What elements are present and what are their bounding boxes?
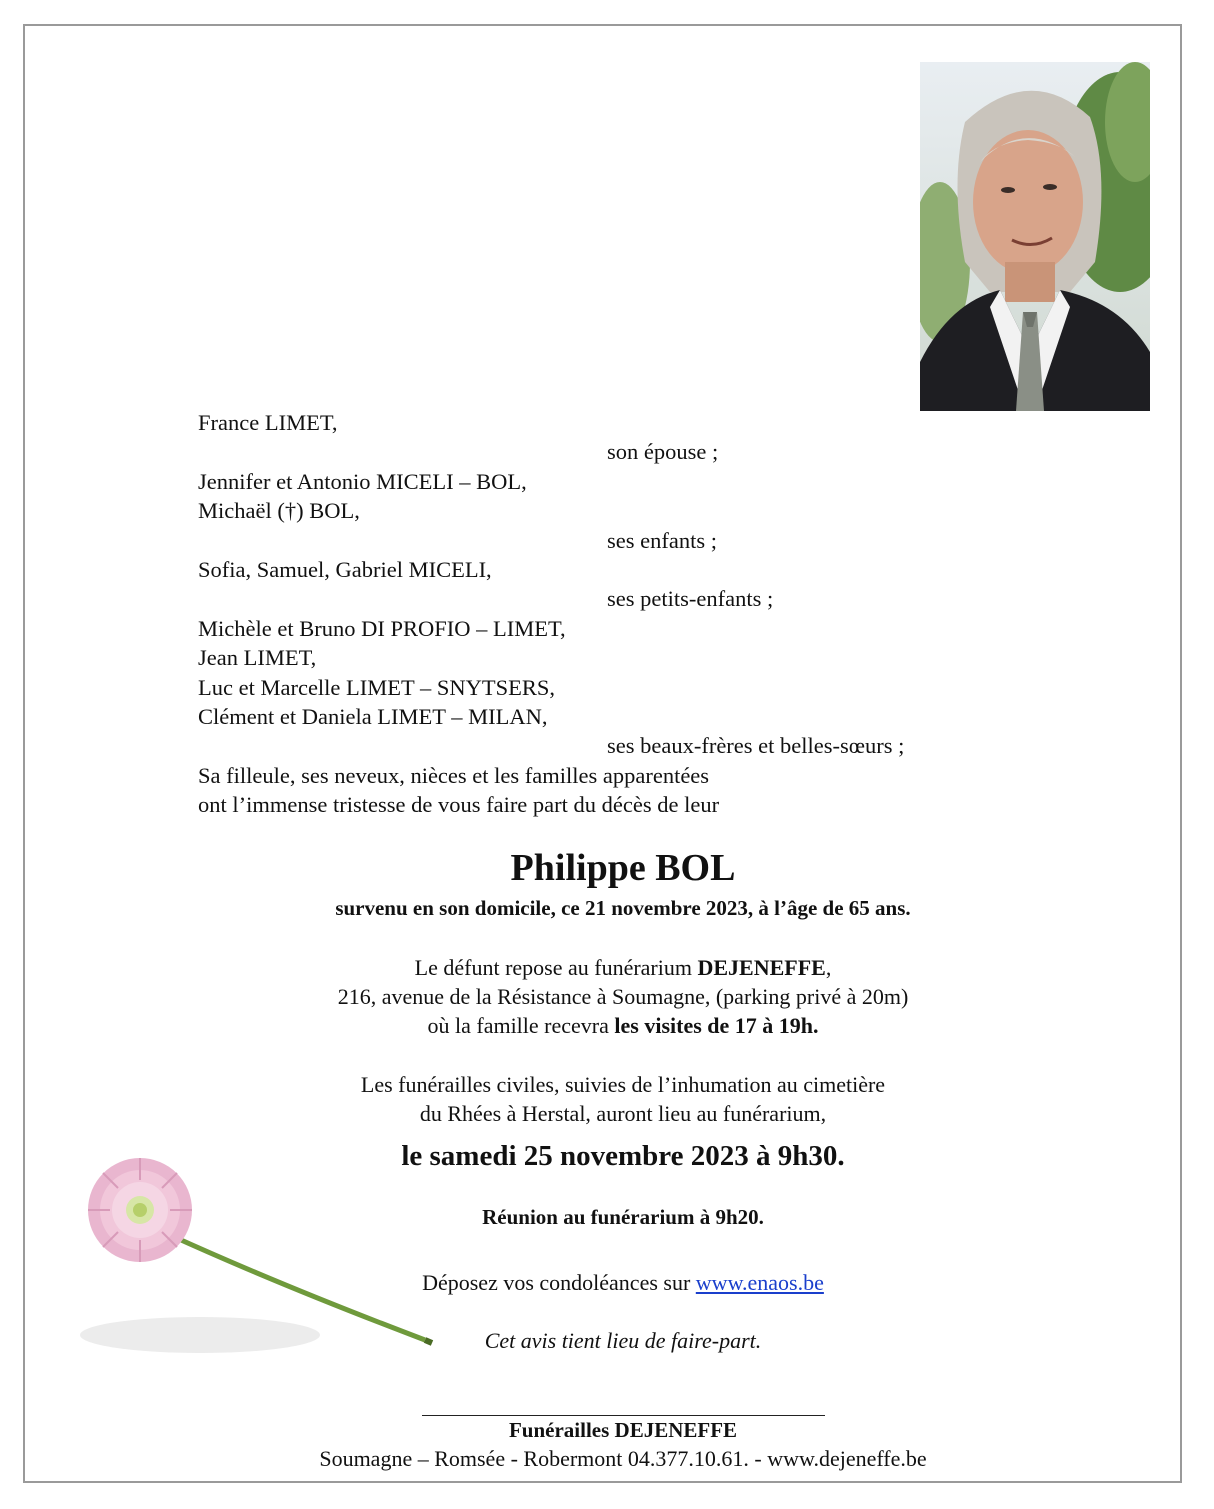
funerailles-paragraph [0,1070,1214,1128]
condolences-line: Déposez vos condoléances sur www.enaos.be [422,1270,824,1295]
funeral-home-name: Funérailles DEJENEFFE [508,1418,738,1442]
footer-divider [422,1415,825,1416]
funerarium-name: DEJENEFFE [697,955,826,980]
family-member-line: Michèle et Bruno DI PROFIO – LIMET, [198,615,566,641]
family-member-line: Jean LIMET, [198,645,317,671]
funerailles-line-2: du Rhées à Herstal, auront lieu au funérarium, [419,1101,827,1126]
family-member-line: Sa filleule, ses neveux, nièces et les familles apparentées [198,762,710,788]
death-details: survenu en son domicile, ce 21 novembre 2023, à l’âge de 65 ans. [335,896,911,920]
family-relation-label: son épouse ; [607,439,719,465]
deceased-portrait-photo [920,62,1150,411]
family-member-line: Sofia, Samuel, Gabriel MICELI, [198,556,492,582]
visit-hours: les visites de 17 à 19h. [614,1013,819,1038]
family-member-line: Luc et Marcelle LIMET – SNYTSERS, [198,674,556,700]
flower-illustration [60,1135,440,1365]
reunion-time: Réunion au funérarium à 9h20. [482,1205,764,1229]
funeral-home-contact: Soumagne – Romsée - Robermont 04.377.10.61. - www.dejeneffe.be [319,1446,927,1471]
repose-line-2: 216, avenue de la Résistance à Soumagne, (parking privé à 20m) [337,984,909,1009]
family-member-line: Jennifer et Antonio MICELI – BOL, [198,468,527,494]
funerailles-line-1: Les funérailles civiles, suivies de l’inhumation au cimetière [360,1072,886,1097]
family-member-line: ont l’immense tristesse de vous faire part du décès de leur [198,792,720,818]
family-member-line: Clément et Daniela LIMET – MILAN, [198,703,548,729]
family-relation-label: ses petits-enfants ; [607,586,774,612]
funeral-date: le samedi 25 novembre 2023 à 9h30. [401,1140,845,1172]
family-member-line: Michaël (†) BOL, [198,498,360,524]
condolences-link[interactable]: www.enaos.be [695,1270,824,1295]
family-relation-label: ses enfants ; [607,527,717,553]
repose-paragraph [0,953,1214,1040]
family-relation-label: ses beaux-frères et belles-sœurs ; [607,733,905,759]
repose-line-3: où la famille recevra les visites de 17 à 19h. [427,1013,819,1038]
notice-statement: Cet avis tient lieu de faire-part. [484,1328,762,1353]
repose-line-1: Le défunt repose au funérarium DEJENEFFE, [414,955,832,980]
deceased-name: Philippe BOL [510,847,736,889]
family-list [198,408,1018,819]
family-member-line: France LIMET, [198,410,338,435]
